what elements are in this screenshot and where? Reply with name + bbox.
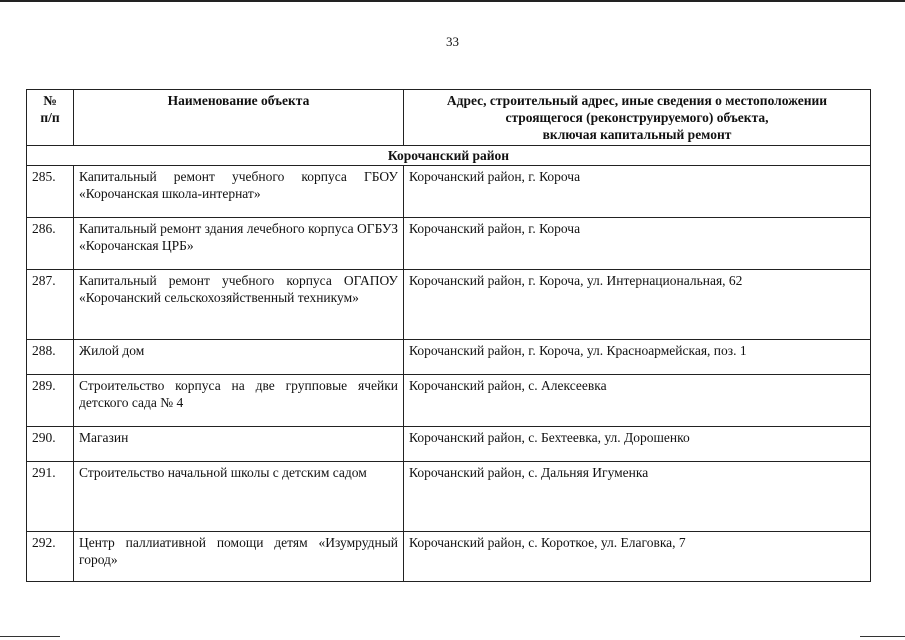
row-object-name: Строительство корпуса на две групповые ячейки детского сада № 4 — [74, 375, 404, 427]
row-object-name: Капитальный ремонт учебного корпуса ОГАПОУ «Корочанский сельскохозяйственный техникум» — [74, 270, 404, 340]
row-object-name: Капитальный ремонт здания лечебного корпуса ОГБУЗ «Корочанская ЦРБ» — [74, 218, 404, 270]
table-row — [27, 218, 871, 270]
header-address-line2: строящегося (реконструируемого) объекта, — [505, 110, 769, 125]
row-object-name: Центр паллиативной помощи детям «Изумрудный город» — [74, 532, 404, 582]
district-name: Корочанский район — [27, 146, 871, 166]
row-object-name: Жилой дом — [74, 340, 404, 375]
scan-bottom-left-mark — [0, 636, 60, 637]
row-number: 288. — [27, 340, 74, 375]
row-address: Корочанский район, с. Алексеевка — [404, 375, 871, 427]
row-number: 289. — [27, 375, 74, 427]
table-row — [27, 375, 871, 427]
row-number: 287. — [27, 270, 74, 340]
row-address: Корочанский район, г. Короча, ул. Интернациональная, 62 — [404, 270, 871, 340]
row-address: Корочанский район, г. Короча — [404, 166, 871, 218]
row-address: Корочанский район, с. Короткое, ул. Елаговка, 7 — [404, 532, 871, 582]
table-row — [27, 532, 871, 582]
row-address: Корочанский район, с. Дальняя Игуменка — [404, 462, 871, 532]
row-number: 285. — [27, 166, 74, 218]
table-row — [27, 462, 871, 532]
row-object-name: Магазин — [74, 427, 404, 462]
page-number: 33 — [446, 34, 459, 49]
row-number: 292. — [27, 532, 74, 582]
row-object-name: Строительство начальной школы с детским садом — [74, 462, 404, 532]
header-address — [404, 90, 871, 146]
table-header-row — [27, 90, 871, 146]
table-row — [27, 166, 871, 218]
row-address: Корочанский район, г. Короча — [404, 218, 871, 270]
table-row — [27, 427, 871, 462]
scan-bottom-right-mark — [860, 636, 905, 637]
table-row — [27, 270, 871, 340]
row-number: 291. — [27, 462, 74, 532]
table-row — [27, 340, 871, 375]
row-address: Корочанский район, с. Бехтеевка, ул. Дорошенко — [404, 427, 871, 462]
objects-table — [26, 89, 871, 582]
row-object-name: Капитальный ремонт учебного корпуса ГБОУ «Корочанская школа-интернат» — [74, 166, 404, 218]
row-number: 286. — [27, 218, 74, 270]
header-object-name: Наименование объекта — [74, 90, 404, 146]
scan-top-edge — [0, 0, 905, 2]
header-address-line3: включая капитальный ремонт — [542, 127, 732, 142]
header-number — [27, 90, 74, 146]
row-number: 290. — [27, 427, 74, 462]
row-address: Корочанский район, г. Короча, ул. Красноармейская, поз. 1 — [404, 340, 871, 375]
header-address-line1: Адрес, строительный адрес, иные сведения о местоположении — [446, 93, 828, 108]
header-number-line1: № — [43, 93, 57, 108]
district-row — [27, 146, 871, 166]
header-number-line2: п/п — [40, 110, 60, 125]
